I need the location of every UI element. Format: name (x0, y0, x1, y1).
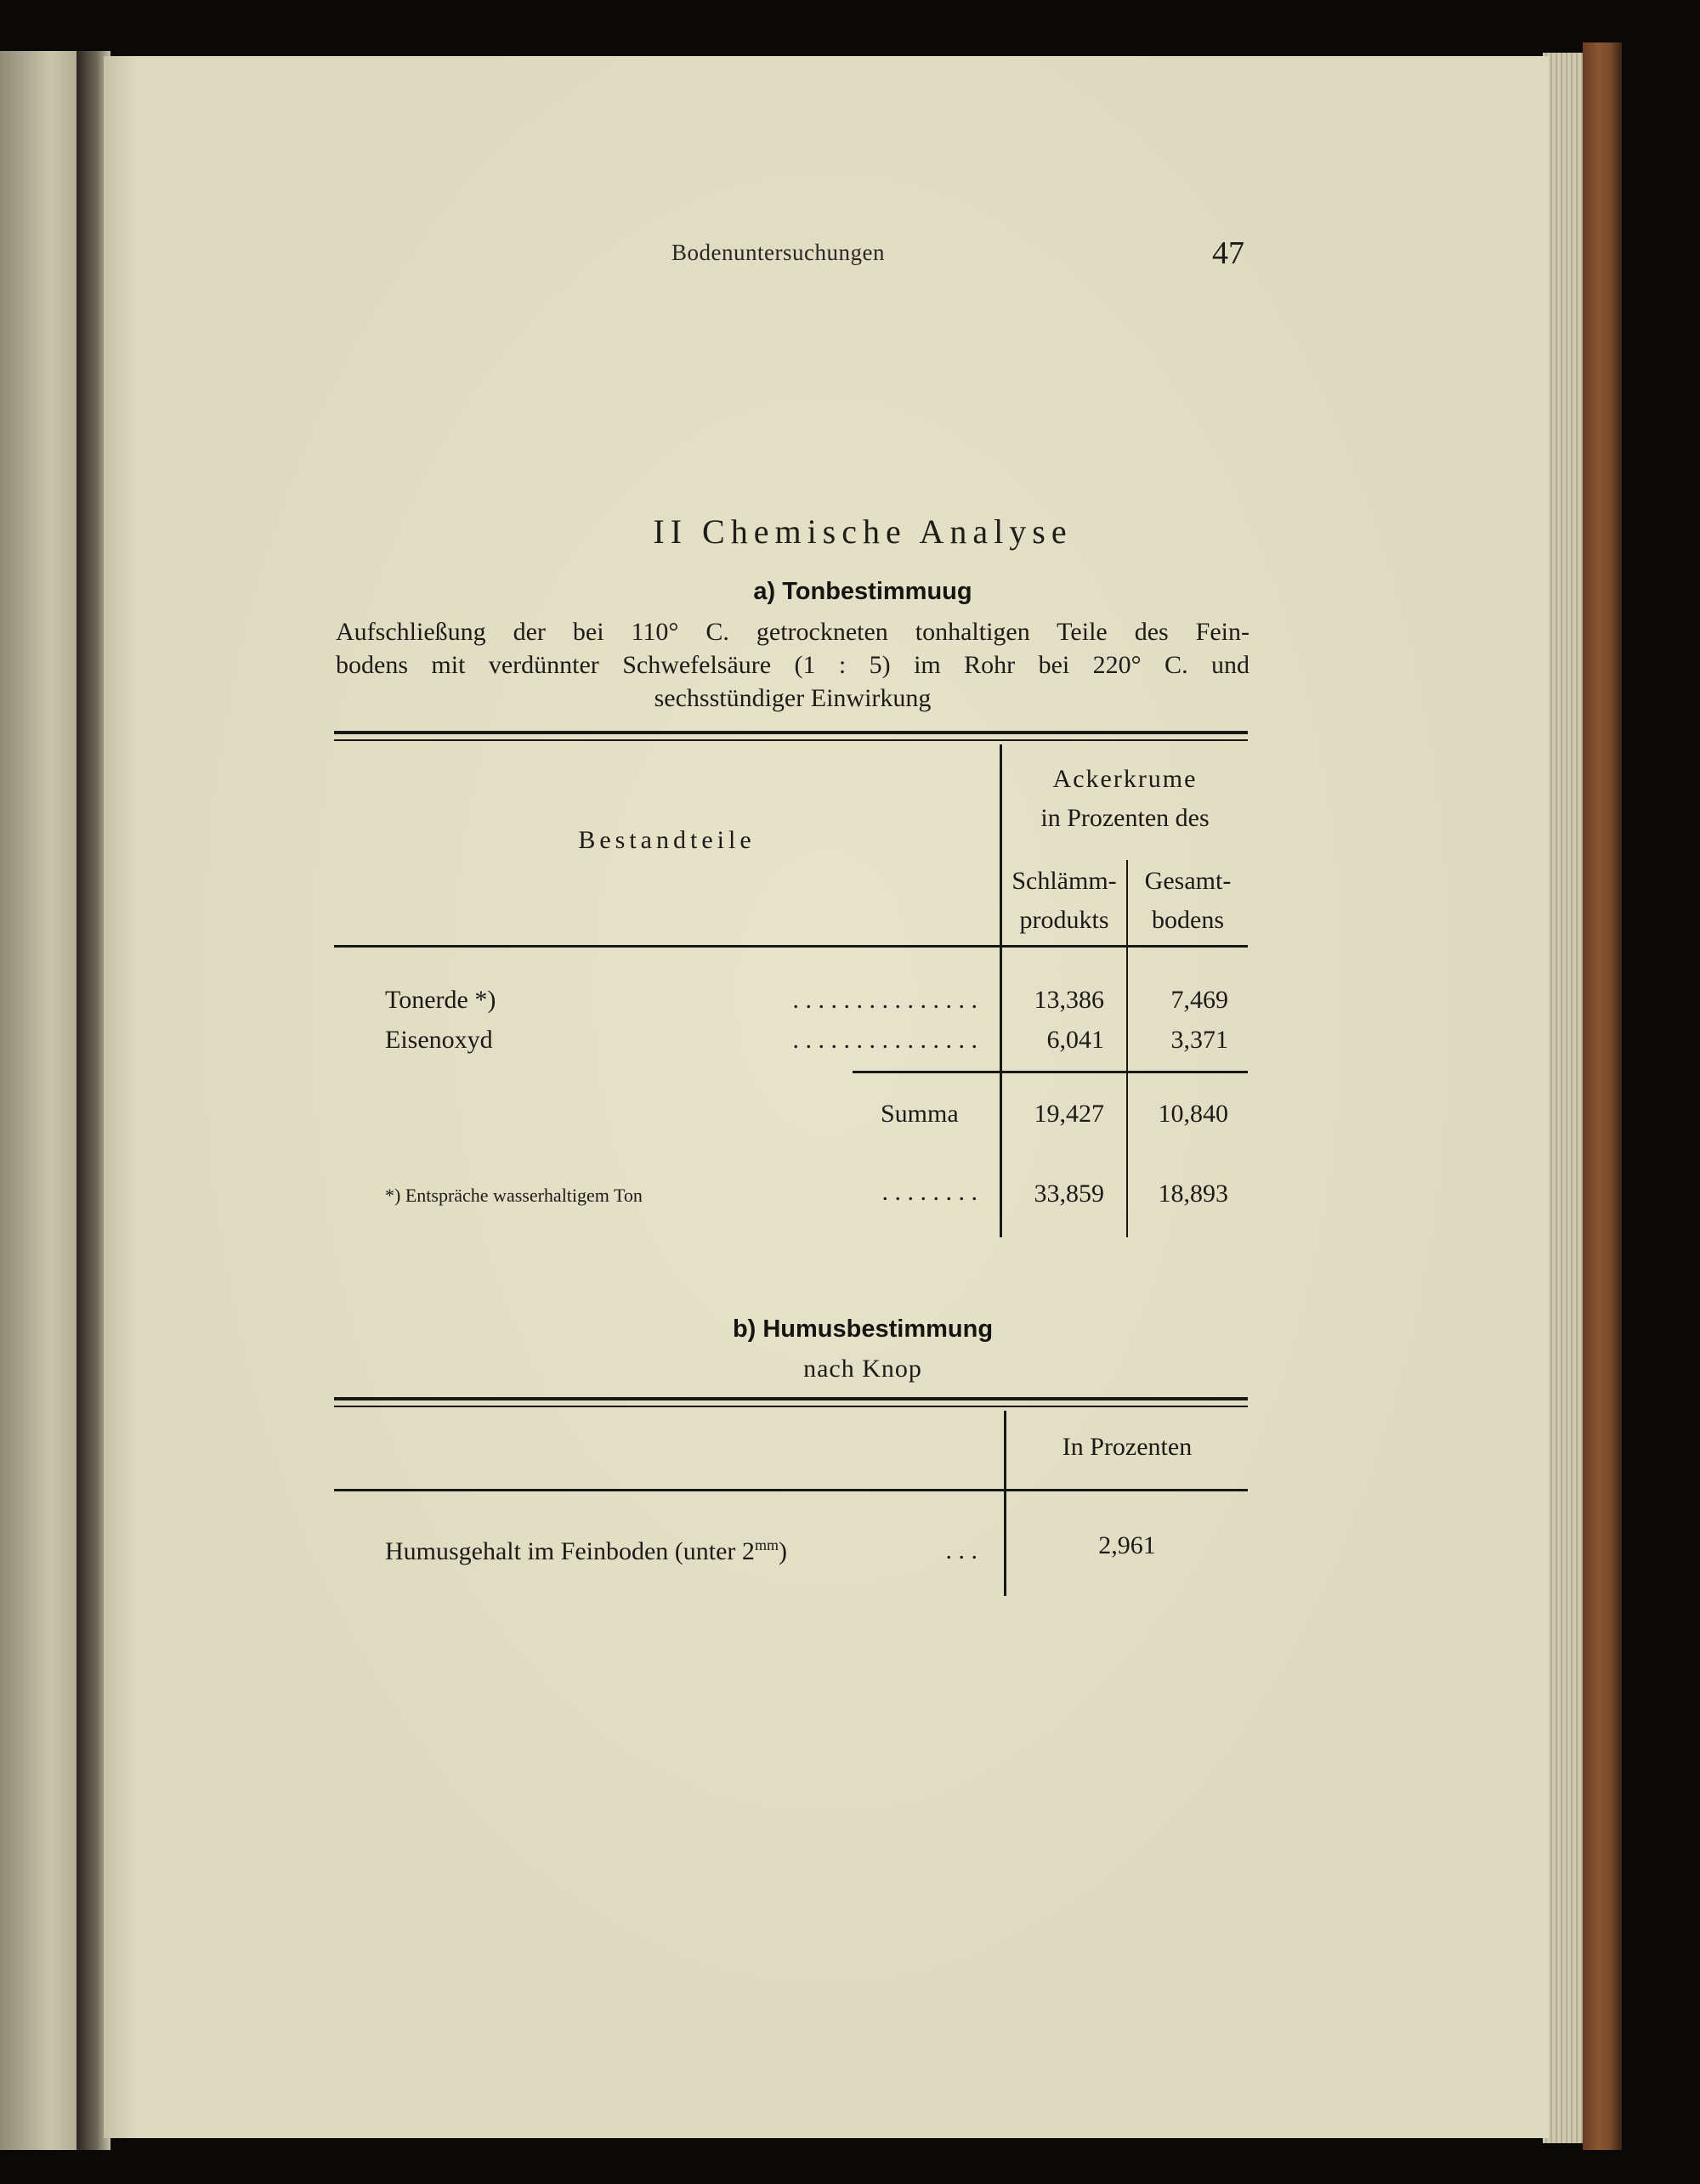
sub-header-bodens: bodens (1152, 906, 1224, 934)
description-line: sechsstündiger Einwirkung (654, 684, 932, 712)
col-header-bestandteile: Bestandteile (578, 826, 756, 854)
footnote-gesamtboden: 18,893 (1158, 1180, 1228, 1208)
part-b-heading: b) Humusbestimmung (732, 1315, 994, 1343)
section-title: II Chemische Analyse (653, 512, 1073, 551)
description-line: Aufschließung der bei 110° C. getrockneten tonhaltigen Teile des Fein- (336, 618, 1250, 646)
row-leader: . . . (945, 1536, 978, 1564)
book-cover-edge (1583, 42, 1622, 2150)
group-header-prozenten: in Prozenten des (1040, 804, 1210, 832)
facing-page-edge (0, 51, 85, 2150)
footnote-schlaemmprodukt: 33,859 (1034, 1180, 1104, 1208)
book-page (104, 56, 1549, 2138)
value-gesamtboden: 3,371 (1170, 1026, 1228, 1054)
value-schlaemmprodukt: 6,041 (1046, 1026, 1104, 1054)
humus-label: Humusgehalt im Feinboden (unter $2^{mm}$) (385, 1536, 787, 1565)
table-a-header-rule (334, 945, 1248, 948)
running-head: Bodenuntersuchungen (672, 240, 885, 265)
table-b-top-rule-thin (334, 1406, 1248, 1407)
row-label: Tonerde *) (385, 986, 496, 1014)
footnote-leader: . . . . . . . . (881, 1178, 978, 1206)
page-number: 47 (1212, 235, 1244, 271)
sum-schlaemmprodukt: 19,427 (1034, 1100, 1104, 1128)
part-a-description (336, 615, 1250, 715)
value-schlaemmprodukt: 13,386 (1034, 986, 1104, 1014)
description-line: bodens mit verdünnter Schwefelsäure (1 : 5) im Rohr bei 220° C. und (336, 651, 1250, 679)
sub-header-produkts: produkts (1019, 906, 1109, 934)
sum-rule (853, 1071, 1248, 1073)
table-b-header-rule (334, 1489, 1248, 1491)
value-gesamtboden: 7,469 (1170, 986, 1228, 1014)
part-a-heading: a) Tonbestimmuug (753, 578, 972, 605)
footnote-label: *) Entspräche wasserhaltigem Ton (385, 1185, 643, 1206)
table-b-top-rule (334, 1397, 1248, 1400)
sum-gesamtboden: 10,840 (1158, 1100, 1228, 1128)
sum-label: Summa (881, 1100, 959, 1128)
row-label: Eisenoxyd (385, 1026, 493, 1054)
humus-value: 2,961 (1098, 1531, 1156, 1559)
group-header-ackerkrume: Ackerkrume (1052, 765, 1198, 793)
sub-header-gesamt: Gesamt- (1144, 867, 1232, 895)
row-leader: . . . . . . . . . . . . . . . (792, 986, 978, 1014)
col-header-prozenten: In Prozenten (1062, 1433, 1193, 1461)
sub-header-schlaemm: Schlämm- (1012, 867, 1117, 895)
row-leader: . . . . . . . . . . . . . . . (792, 1026, 978, 1054)
table-a-top-rule (334, 731, 1248, 734)
unit-superscript: mm (754, 1536, 779, 1553)
part-b-subheading: nach Knop (803, 1355, 922, 1383)
table-a-top-rule-thin (334, 739, 1248, 741)
